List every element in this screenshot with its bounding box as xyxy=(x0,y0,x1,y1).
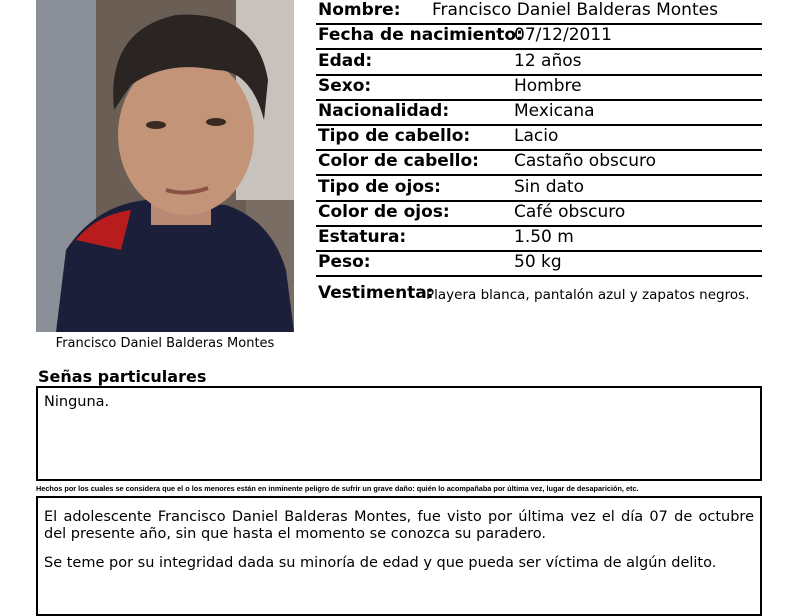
field-value: Francisco Daniel Balderas Montes xyxy=(432,0,718,21)
senas-particulares-box xyxy=(36,386,762,481)
field-value: 50 kg xyxy=(514,252,562,273)
field-value: Hombre xyxy=(514,75,582,96)
field-label: Estatura: xyxy=(318,226,407,247)
portrait-image xyxy=(36,0,294,332)
hechos-paragraph: El adolescente Francisco Daniel Balderas Montes, fue visto por última vez el día 07 de octubre del presente año, sin que hasta el momento se conozca su paradero. xyxy=(44,509,754,542)
field-value: Lacio xyxy=(514,126,559,147)
field-row-tipo-ojos xyxy=(316,176,762,201)
field-label: Fecha de nacimiento: xyxy=(318,25,523,46)
field-row-color-ojos xyxy=(316,202,762,227)
person-details-table xyxy=(316,0,762,307)
field-label: Color de ojos: xyxy=(318,201,450,222)
field-row-nombre xyxy=(316,0,762,25)
photo-caption: Francisco Daniel Balderas Montes xyxy=(55,336,275,351)
field-value: 12 años xyxy=(514,50,582,71)
field-row-peso xyxy=(316,252,762,277)
field-label: Peso: xyxy=(318,252,371,273)
field-value: 07/12/2011 xyxy=(514,25,612,46)
field-row-sexo xyxy=(316,76,762,101)
missing-person-photo xyxy=(36,0,294,332)
field-label: Nombre: xyxy=(318,0,401,21)
field-label: Vestimenta: xyxy=(318,283,434,304)
field-row-tipo-cabello xyxy=(316,126,762,151)
senas-particulares-text: Ninguna. xyxy=(44,394,110,410)
field-label: Tipo de cabello: xyxy=(318,126,471,147)
field-row-edad xyxy=(316,50,762,75)
field-row-nacionalidad xyxy=(316,101,762,126)
field-value: Sin dato xyxy=(514,176,584,197)
field-row-vestimenta xyxy=(316,277,762,307)
field-label: Nacionalidad: xyxy=(318,100,450,121)
field-value: Mexicana xyxy=(514,100,595,121)
field-value: Café obscuro xyxy=(514,201,626,222)
field-value: Playera blanca, pantalón azul y zapatos negros. xyxy=(426,287,750,304)
field-value: Castaño obscuro xyxy=(514,151,656,172)
hechos-box xyxy=(36,496,762,616)
field-label: Color de cabello: xyxy=(318,151,479,172)
hechos-paragraph: Se teme por su integridad dada su minoría de edad y que pueda ser víctima de algún delito. xyxy=(44,555,717,571)
senas-particulares-title: Señas particulares xyxy=(38,367,207,386)
field-value: 1.50 m xyxy=(514,226,574,247)
hechos-note: Hechos por los cuales se considera que el o los menores están en inminente peligro de sufrir un grave daño: quién lo acompañaba por última vez, lugar de desaparición, etc. xyxy=(36,484,639,493)
field-row-color-cabello xyxy=(316,151,762,176)
field-label: Sexo: xyxy=(318,75,372,96)
field-label: Edad: xyxy=(318,50,373,71)
field-row-estatura xyxy=(316,227,762,252)
field-row-fecha-nacimiento xyxy=(316,25,762,50)
field-label: Tipo de ojos: xyxy=(318,176,441,197)
